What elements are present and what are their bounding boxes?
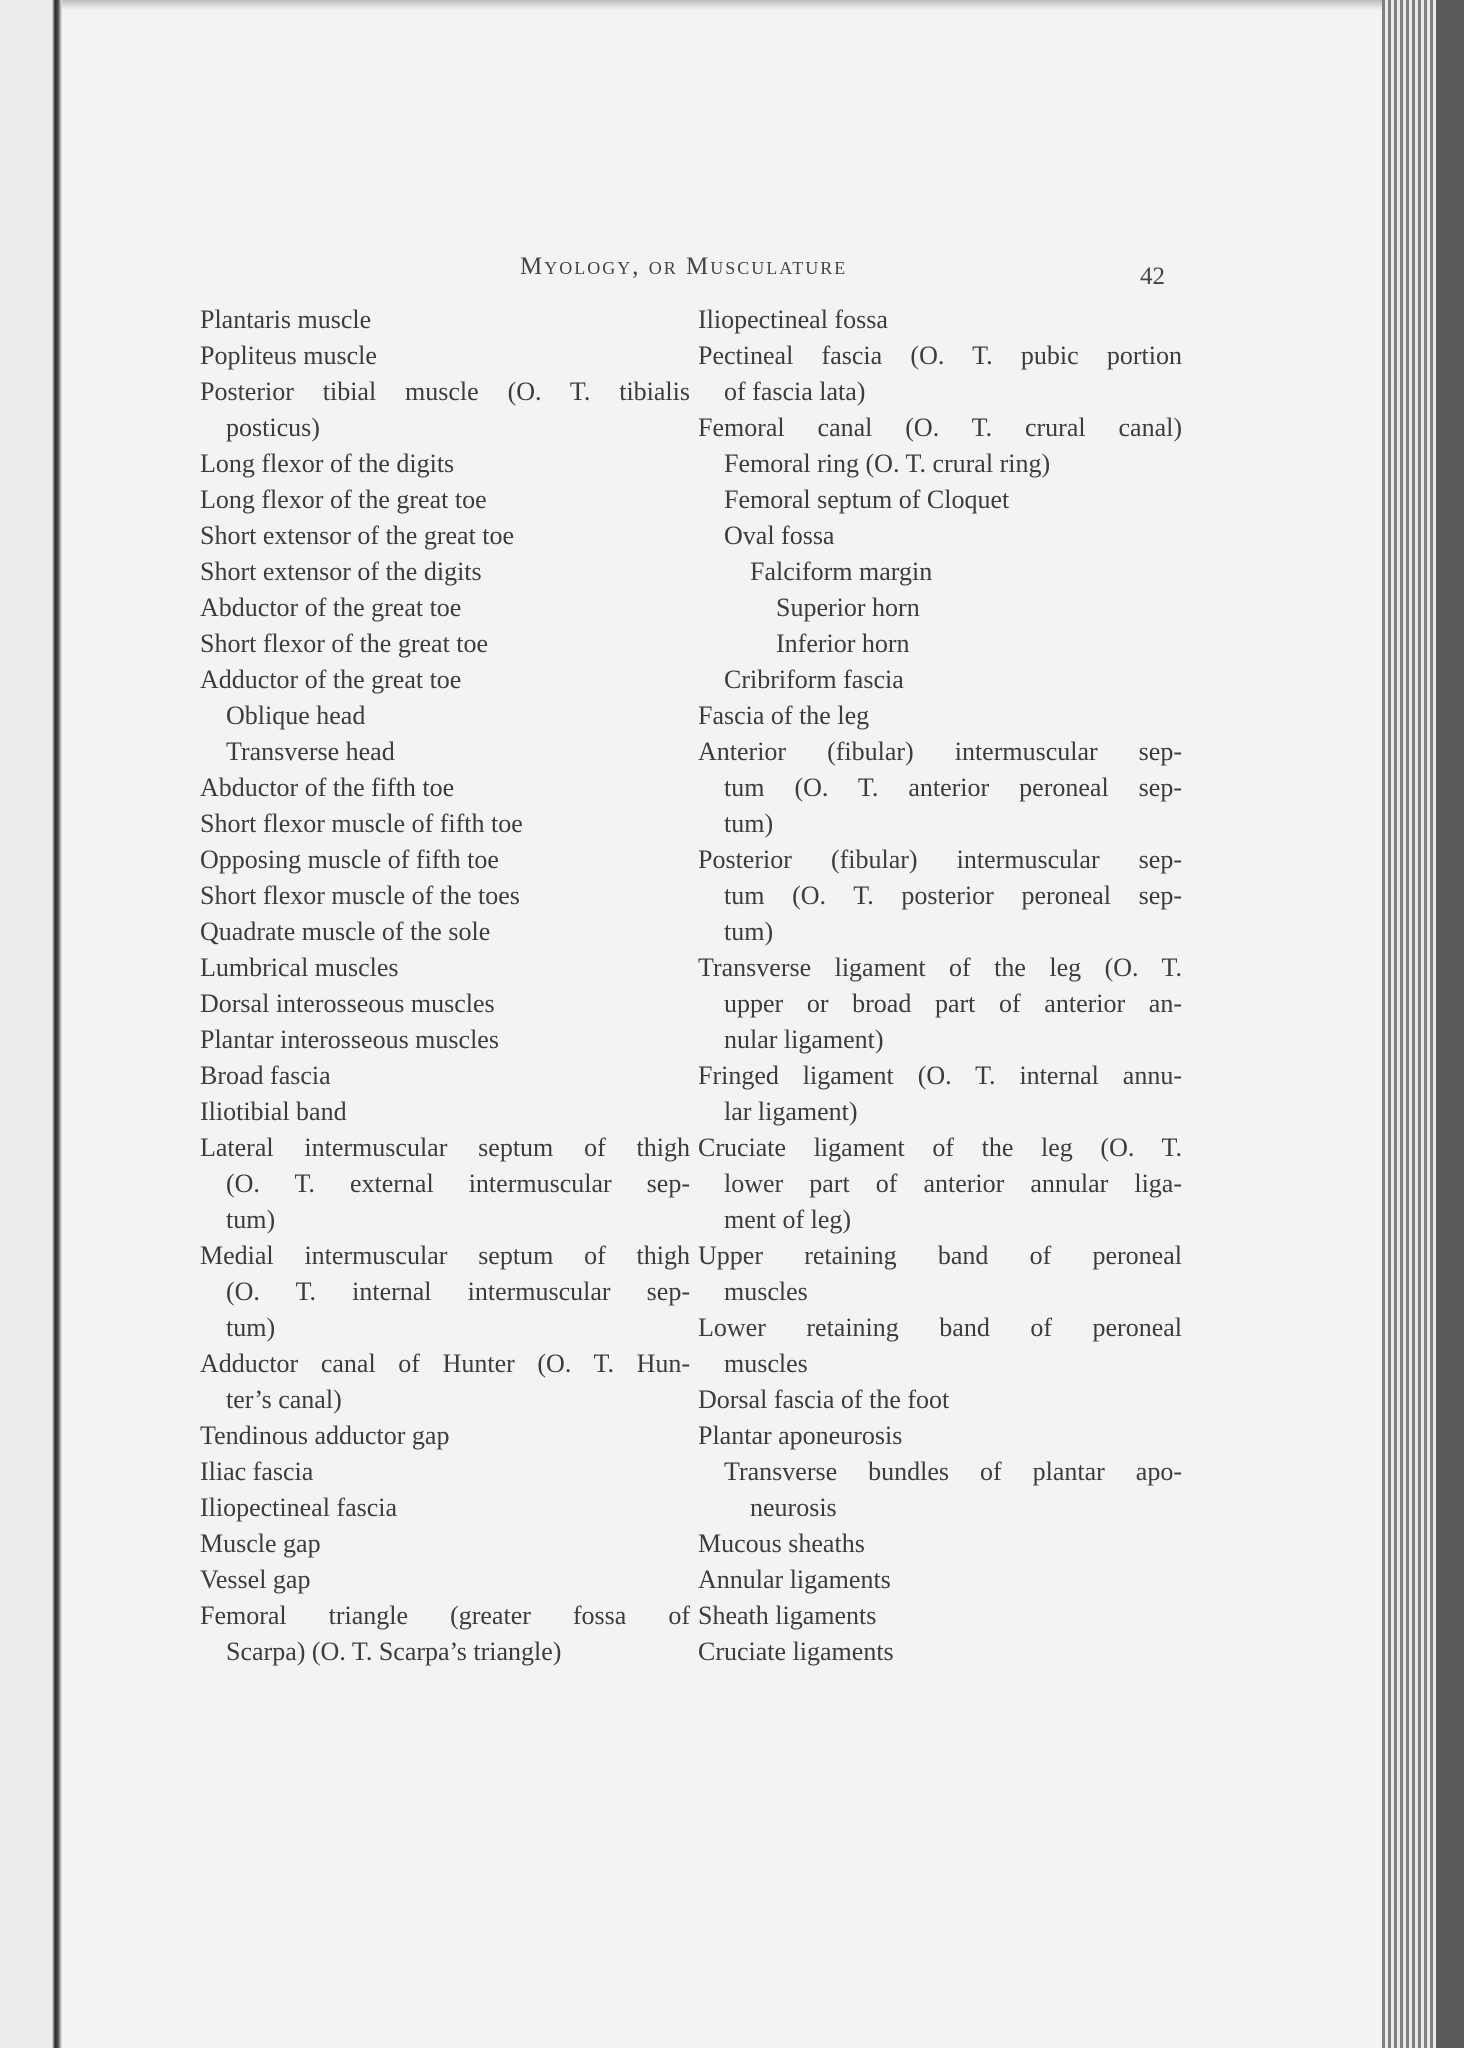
index-entry	[200, 1490, 690, 1526]
index-entry-text: Cruciate ligaments	[698, 1637, 894, 1666]
index-entry-text: Superior horn	[776, 593, 920, 622]
index-entry	[200, 554, 690, 590]
index-entry-text: lower part of anterior annular liga-	[724, 1169, 1182, 1198]
book-spine-shadow	[0, 0, 62, 2048]
index-entry	[200, 806, 690, 842]
index-entry	[698, 1346, 1182, 1382]
index-entry	[698, 1022, 1182, 1058]
index-entry	[200, 734, 690, 770]
index-entry-text: posticus)	[226, 413, 320, 442]
index-entry	[698, 1634, 1182, 1670]
index-entry	[200, 1094, 690, 1130]
index-entry-text: Inferior horn	[776, 629, 910, 658]
running-head: Myology, or Musculature	[520, 253, 848, 280]
index-entry-text: tum)	[724, 809, 774, 838]
index-entry-text: Medial intermuscular septum of thigh	[200, 1241, 690, 1270]
index-entry-text: tum)	[724, 917, 774, 946]
index-entry-text: Short extensor of the digits	[200, 557, 482, 586]
index-entry-text: Dorsal interosseous muscles	[200, 989, 495, 1018]
index-entry-text: ter’s canal)	[226, 1385, 342, 1414]
index-entry-text: Posterior tibial muscle (O. T. tibialis	[200, 377, 690, 406]
index-entry	[200, 518, 690, 554]
index-entry-text: Opposing muscle of fifth toe	[200, 845, 499, 874]
index-entry-text: Transverse head	[226, 737, 395, 766]
index-entry	[200, 1418, 690, 1454]
index-entry	[698, 878, 1182, 914]
index-entry	[698, 1418, 1182, 1454]
index-entry	[200, 1562, 690, 1598]
index-entry	[200, 482, 690, 518]
index-entry-text: Quadrate muscle of the sole	[200, 917, 491, 946]
index-entry	[698, 770, 1182, 806]
index-entry-text: Oblique head	[226, 701, 366, 730]
index-entry	[200, 1022, 690, 1058]
index-entry-text: Femoral triangle (greater fossa of	[200, 1601, 690, 1630]
index-entry-text: Abductor of the great toe	[200, 593, 462, 622]
index-entry-text: muscles	[724, 1277, 808, 1306]
index-entry	[698, 1382, 1182, 1418]
index-entry-text: Plantaris muscle	[200, 305, 372, 334]
index-entry	[698, 410, 1182, 446]
index-entry	[200, 626, 690, 662]
index-entry-text: Short flexor muscle of the toes	[200, 881, 520, 910]
index-entry	[698, 338, 1182, 374]
left-column	[200, 302, 690, 1670]
index-entry	[200, 1058, 690, 1094]
index-entry	[200, 698, 690, 734]
index-entry-text: Femoral canal (O. T. crural canal)	[698, 413, 1182, 442]
index-entry-text: Short extensor of the great toe	[200, 521, 515, 550]
index-entry	[200, 1166, 690, 1202]
index-entry-text: Long flexor of the digits	[200, 449, 455, 478]
index-entry	[698, 1094, 1182, 1130]
index-entry-text: lar ligament)	[724, 1097, 858, 1126]
right-column	[698, 302, 1182, 1670]
index-entry	[200, 1238, 690, 1274]
index-entry	[200, 1526, 690, 1562]
index-entry-text: Lateral intermuscular septum of thigh	[200, 1133, 690, 1162]
index-entry	[698, 734, 1182, 770]
index-entry	[698, 626, 1182, 662]
index-entry-text: Upper retaining band of peroneal	[698, 1241, 1182, 1270]
index-entry-text: Iliac fascia	[200, 1457, 314, 1486]
index-entry-text: neurosis	[750, 1493, 837, 1522]
index-entry-text: Adductor canal of Hunter (O. T. Hun-	[200, 1349, 690, 1378]
index-entry-text: Posterior (fibular) intermuscular sep-	[698, 845, 1182, 874]
index-entry	[200, 338, 690, 374]
book-cover-edge	[1436, 0, 1464, 2048]
index-entry	[200, 1454, 690, 1490]
index-entry-text: Broad fascia	[200, 1061, 331, 1090]
index-entry-text: Iliopectineal fossa	[698, 305, 888, 334]
index-entry-text: Short flexor of the great toe	[200, 629, 489, 658]
index-entry-text: tum)	[226, 1313, 276, 1342]
index-entry	[200, 1130, 690, 1166]
index-entry-text: Iliotibial band	[200, 1097, 347, 1126]
index-entry	[698, 1598, 1182, 1634]
index-entry	[200, 1598, 690, 1634]
index-entry	[200, 1202, 690, 1238]
index-entry-text: Femoral ring (O. T. crural ring)	[724, 449, 1051, 478]
index-entry	[698, 842, 1182, 878]
index-entry	[698, 698, 1182, 734]
index-entry	[698, 1562, 1182, 1598]
index-entry	[200, 374, 690, 410]
index-entry-text: Transverse ligament of the leg (O. T.	[698, 953, 1182, 982]
index-entry-text: tum (O. T. posterior peroneal sep-	[724, 881, 1182, 910]
index-entry	[698, 950, 1182, 986]
index-entry-text: Cribriform fascia	[724, 665, 904, 694]
index-entry-text: Scarpa) (O. T. Scarpa’s triangle)	[226, 1637, 562, 1666]
index-entry	[698, 554, 1182, 590]
index-entry	[698, 482, 1182, 518]
index-entry	[698, 1310, 1182, 1346]
index-entry-text: Sheath ligaments	[698, 1601, 877, 1630]
index-entry	[698, 1166, 1182, 1202]
index-entry-text: of fascia lata)	[724, 377, 866, 406]
index-entry-text: upper or broad part of anterior an-	[724, 989, 1182, 1018]
index-entry	[200, 986, 690, 1022]
index-entry-text: Annular ligaments	[698, 1565, 891, 1594]
index-entry	[698, 1490, 1182, 1526]
index-entry	[698, 1238, 1182, 1274]
index-entry-text: Plantar interosseous muscles	[200, 1025, 499, 1054]
index-entry-text: Long flexor of the great toe	[200, 485, 487, 514]
index-entry-text: Fringed ligament (O. T. internal annu-	[698, 1061, 1182, 1090]
index-entry-text: Fascia of the leg	[698, 701, 870, 730]
index-entry	[200, 446, 690, 482]
index-entry	[200, 1382, 690, 1418]
index-entry-text: Short flexor muscle of fifth toe	[200, 809, 523, 838]
index-entry	[200, 590, 690, 626]
index-entry-text: Muscle gap	[200, 1529, 321, 1558]
index-entry-text: Anterior (fibular) intermuscular sep-	[698, 737, 1182, 766]
index-entry	[200, 914, 690, 950]
index-entry-text: (O. T. internal intermuscular sep-	[226, 1277, 690, 1306]
index-entry-text: Femoral septum of Cloquet	[724, 485, 1010, 514]
page-number: 42	[1140, 263, 1165, 290]
index-entry	[698, 590, 1182, 626]
index-entry-text: Falciform margin	[750, 557, 933, 586]
index-entry-text: Cruciate ligament of the leg (O. T.	[698, 1133, 1182, 1162]
index-entry	[698, 518, 1182, 554]
index-entry	[200, 950, 690, 986]
index-entry-text: tum)	[226, 1205, 276, 1234]
index-entry	[200, 410, 690, 446]
page-header	[0, 253, 1464, 293]
index-entry-text: Popliteus muscle	[200, 341, 377, 370]
index-entry-text: Lumbrical muscles	[200, 953, 399, 982]
index-entry-text: (O. T. external intermuscular sep-	[226, 1169, 690, 1198]
index-entry-text: Dorsal fascia of the foot	[698, 1385, 950, 1414]
index-entry-text: Plantar aponeurosis	[698, 1421, 903, 1450]
index-entry-text: Adductor of the great toe	[200, 665, 462, 694]
index-entry-text: Vessel gap	[200, 1565, 311, 1594]
index-entry	[200, 1310, 690, 1346]
index-entry	[200, 770, 690, 806]
index-entry-text: Tendinous adductor gap	[200, 1421, 450, 1450]
index-entry	[698, 806, 1182, 842]
index-entry	[200, 1634, 690, 1670]
index-entry	[698, 1058, 1182, 1094]
index-entry-text: Mucous sheaths	[698, 1529, 865, 1558]
index-entry-text: Iliopectineal fascia	[200, 1493, 398, 1522]
index-entry	[698, 1202, 1182, 1238]
index-entry	[200, 662, 690, 698]
index-entry	[200, 878, 690, 914]
index-entry	[698, 914, 1182, 950]
index-entry-text: muscles	[724, 1349, 808, 1378]
index-entry-text: tum (O. T. anterior peroneal sep-	[724, 773, 1182, 802]
index-entry	[200, 842, 690, 878]
index-entry	[698, 1274, 1182, 1310]
index-entry-text: ment of leg)	[724, 1205, 852, 1234]
index-entry	[200, 302, 690, 338]
index-entry	[698, 374, 1182, 410]
index-entry-text: Pectineal fascia (O. T. pubic portion	[698, 341, 1182, 370]
index-entry	[698, 1130, 1182, 1166]
index-entry	[698, 446, 1182, 482]
index-entry	[200, 1346, 690, 1382]
index-entry	[698, 1526, 1182, 1562]
index-entry	[698, 986, 1182, 1022]
index-entry	[698, 1454, 1182, 1490]
page-top-shadow	[62, 0, 1382, 10]
index-entry-text: Transverse bundles of plantar apo-	[724, 1457, 1182, 1486]
index-entry	[200, 1274, 690, 1310]
index-entry-text: Lower retaining band of peroneal	[698, 1313, 1182, 1342]
index-entry	[698, 662, 1182, 698]
index-entry-text: Oval fossa	[724, 521, 835, 550]
index-entry	[698, 302, 1182, 338]
index-entry-text: Abductor of the fifth toe	[200, 773, 455, 802]
index-entry-text: nular ligament)	[724, 1025, 884, 1054]
